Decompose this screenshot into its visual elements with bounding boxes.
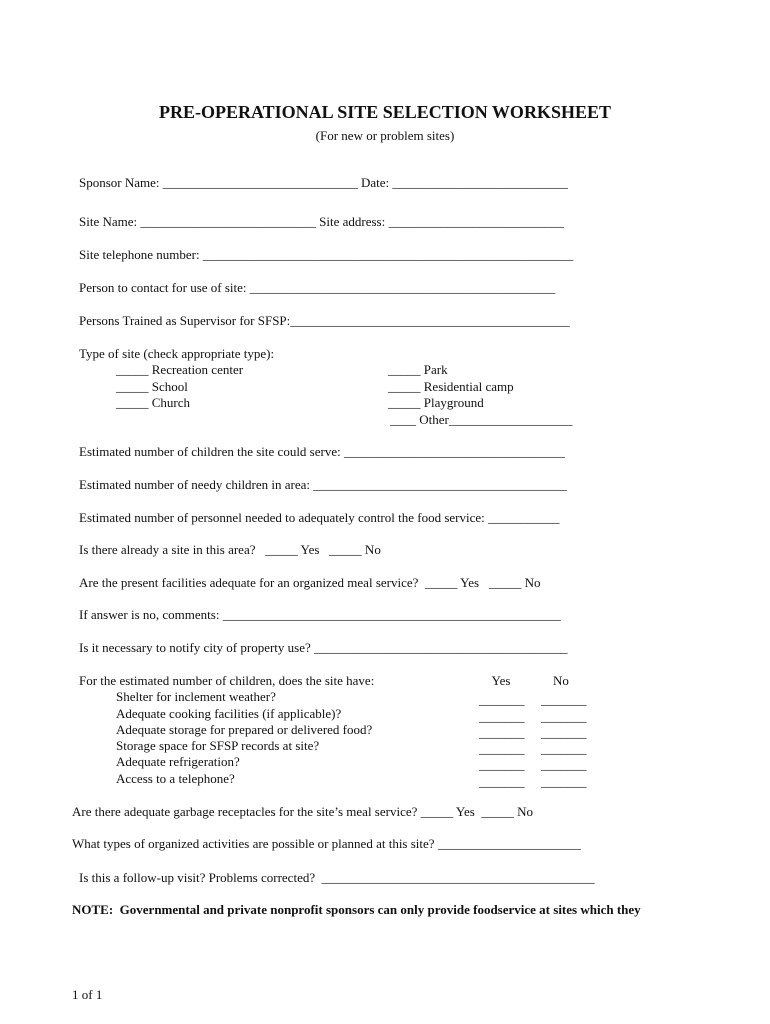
checklist-item: Adequate cooking facilities (if applicable)?	[116, 706, 342, 721]
needy-children-field[interactable]: Estimated number of needy children in area: _______________________________________	[79, 477, 567, 492]
site-type-option-school[interactable]: _____ School	[116, 379, 188, 394]
sponsor-name-field[interactable]: Sponsor Name: ______________________________ Date: ___________________________	[79, 175, 568, 190]
activities-field[interactable]: What types of organized activities are possible or planned at this site? ______________________	[72, 836, 581, 851]
site-phone-field[interactable]: Site telephone number: _________________________________________________________	[79, 247, 574, 262]
contact-person-field[interactable]: Person to contact for use of site: _______________________________________________	[79, 280, 556, 295]
site-type-option-park[interactable]: _____ Park	[388, 362, 448, 377]
followup-field[interactable]: Is this a follow-up visit? Problems corrected? __________________________________________	[79, 870, 595, 885]
checklist-yes-blank[interactable]: _______	[479, 741, 525, 756]
garbage-question[interactable]: Are there adequate garbage receptacles for the site’s meal service? _____ Yes _____ No	[72, 804, 533, 819]
site-type-option-other[interactable]: ____ Other___________________	[390, 412, 573, 427]
checklist-yes-header: Yes	[491, 673, 511, 688]
checklist-no-blank[interactable]: _______	[541, 709, 587, 724]
existing-site-question[interactable]: Is there already a site in this area? _____ Yes _____ No	[79, 542, 381, 557]
checklist-yes-blank[interactable]: _______	[479, 725, 525, 740]
children-served-field[interactable]: Estimated number of children the site could serve: __________________________________	[79, 444, 565, 459]
personnel-field[interactable]: Estimated number of personnel needed to adequately control the food service: ___________	[79, 510, 560, 525]
site-type-option-church[interactable]: _____ Church	[116, 395, 191, 410]
comments-field[interactable]: If answer is no, comments: ____________________________________________________	[79, 607, 561, 622]
site-name-field[interactable]: Site Name: ___________________________ Site address: ___________________________	[79, 214, 564, 229]
page-title: PRE-OPERATIONAL SITE SELECTION WORKSHEET	[159, 102, 611, 122]
checklist-yes-blank[interactable]: _______	[479, 692, 525, 707]
page-number: 1 of 1	[72, 987, 103, 1002]
checklist-item: Adequate refrigeration?	[116, 754, 240, 769]
checklist-no-blank[interactable]: _______	[541, 774, 587, 789]
site-type-option-residential-camp[interactable]: _____ Residential camp	[388, 379, 514, 394]
checklist-yes-blank[interactable]: _______	[479, 709, 525, 724]
checklist-no-blank[interactable]: _______	[541, 725, 587, 740]
note-text: NOTE: Governmental and private nonprofit sponsors can only provide foodservice at sites which they	[72, 902, 641, 917]
checklist-intro: For the estimated number of children, does the site have:	[79, 673, 375, 688]
notify-city-field[interactable]: Is it necessary to notify city of property use? _______________________________________	[79, 640, 568, 655]
facilities-adequate-question[interactable]: Are the present facilities adequate for an organized meal service? _____ Yes _____ No	[79, 575, 541, 590]
checklist-no-blank[interactable]: _______	[541, 741, 587, 756]
checklist-item: Shelter for inclement weather?	[116, 689, 276, 704]
checklist-yes-blank[interactable]: _______	[479, 774, 525, 789]
site-type-option-recreation[interactable]: _____ Recreation center	[116, 362, 244, 377]
trained-supervisor-field[interactable]: Persons Trained as Supervisor for SFSP:___________________________________________	[79, 313, 570, 328]
checklist-no-blank[interactable]: _______	[541, 757, 587, 772]
checklist-no-header: No	[553, 673, 569, 688]
checklist-item: Access to a telephone?	[116, 771, 235, 786]
checklist-yes-blank[interactable]: _______	[479, 757, 525, 772]
page-subtitle: (For new or problem sites)	[315, 128, 455, 143]
checklist-item: Storage space for SFSP records at site?	[116, 738, 320, 753]
site-type-label: Type of site (check appropriate type):	[79, 346, 275, 361]
checklist-item: Adequate storage for prepared or delivered food?	[116, 722, 373, 737]
site-type-option-playground[interactable]: _____ Playground	[388, 395, 484, 410]
checklist-no-blank[interactable]: _______	[541, 692, 587, 707]
